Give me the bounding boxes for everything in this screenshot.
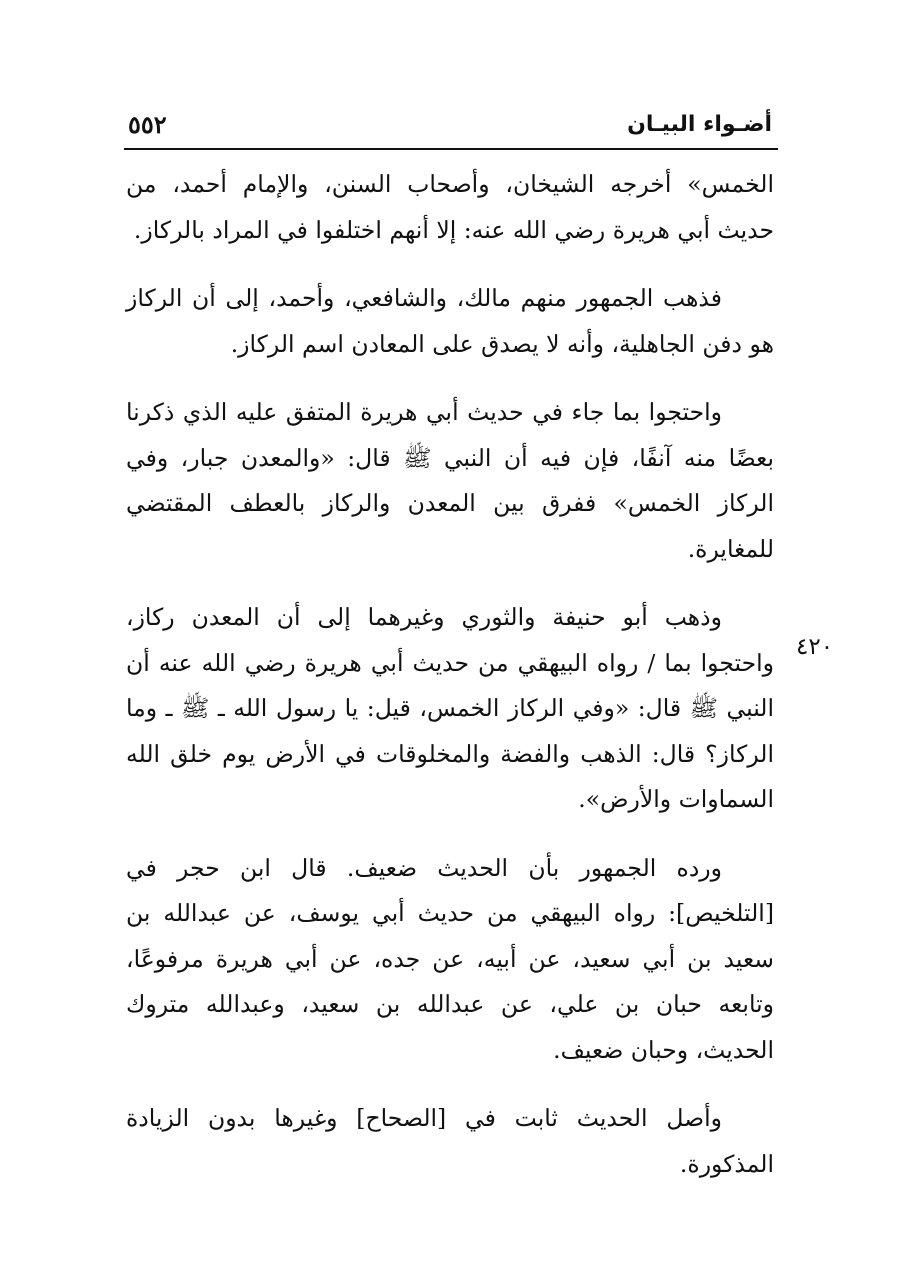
paragraph-5: ورده الجمهور بأن الحديث ضعيف. قال ابن حجر في [التلخيص]: رواه البيهقي من حديث أبي يوسف، عن عبدالله بن سعيد بن أبي سعيد، عن أبيه، عن جده، عن أبي هريرة مرفوعًا، وتابعه حبان بن علي، عن عبدالله بن سعيد، وعبدالله متروك الحديث، وحبان ضعيف. — [126, 853, 774, 1064]
paragraph-6: وأصل الحديث ثابت في [الصحاح] وغيرها بدون الزيادة المذكورة. — [126, 1104, 774, 1178]
margin-page-reference: ٤٢٠ — [796, 634, 834, 660]
paragraph-2: فذهب الجمهور منهم مالك، والشافعي، وأحمد، إلى أن الركاز هو دفن الجاهلية، وأنه لا يصدق على المعادن اسم الركاز. — [126, 284, 774, 358]
paragraph-4: وذهب أبو حنيفة والثوري وغيرهما إلى أن المعدن ركاز، واحتجوا بما / رواه البيهقي من حديث أبي هريرة رضي الله عنه أن النبي ﷺ قال: «وفي الركاز الخمس، قيل: يا رسول الله ـ ﷺ ـ وما الركاز؟ قال: الذهب والفضة والمخلوقات في الأرض يوم خلق الله السماوات والأرض». — [126, 603, 774, 813]
header-divider — [124, 148, 778, 150]
paragraph-3: واحتجوا بما جاء في حديث أبي هريرة المتفق عليه الذي ذكرنا بعضًا منه آنفًا، فإن فيه أن النبي ﷺ قال: «والمعدن جبار، وفي الركاز الخمس» ففرق بين المعدن والركاز بالعطف المقتضي للمغايرة. — [126, 398, 774, 563]
main-text — [126, 162, 774, 1210]
page-header — [124, 106, 778, 150]
running-title: أضـواء البيـان — [627, 112, 772, 137]
page-number: ٥٥٢ — [128, 110, 167, 139]
paragraph-1: الخمس» أخرجه الشيخان، وأصحاب السنن، والإمام أحمد، من حديث أبي هريرة رضي الله عنه: إلا أنهم اختلفوا في المراد بالركاز. — [126, 170, 774, 244]
